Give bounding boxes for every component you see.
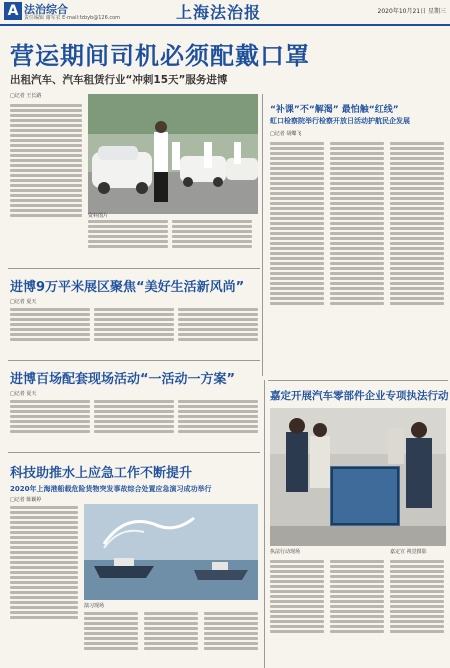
lead-byline: □记者 王长路: [10, 93, 42, 99]
side-body-col1: [270, 140, 324, 374]
story4-photo-caption: 执法行动现场: [270, 549, 301, 555]
story2-byline: □记者 夏天: [10, 299, 37, 305]
column-divider: [262, 94, 263, 376]
lead-body-col2: [88, 218, 168, 264]
lead-body-col3: [172, 218, 252, 264]
side-subheadline: 虹口检察院举行检察开放日活动护航民企发展: [270, 117, 410, 125]
story3-body-col3: [178, 398, 258, 448]
story5-body-col4: [204, 610, 258, 668]
story4-body-col3: [390, 558, 444, 666]
story4-body-col1: [270, 558, 324, 666]
lead-body-col1: [10, 102, 82, 264]
masthead: 上海法治报: [176, 3, 262, 22]
story3-body-col1: [10, 398, 90, 448]
column-divider-2: [264, 380, 265, 668]
story2-body-col3: [178, 306, 258, 356]
inspection-image: [270, 408, 446, 546]
story4-photo-credit: 嘉定宣 视觉摄影: [390, 549, 427, 555]
story5-body-col2: [84, 610, 138, 668]
story5-byline: □记者 陈颖婷: [10, 497, 42, 503]
page-letter: A: [4, 2, 22, 20]
section-editor: 责任编辑 谢军农 E-mail:fzbyb@126.com: [24, 15, 121, 21]
story5-body-col1: [10, 504, 78, 668]
lead-photo: [88, 94, 258, 214]
section-name: 法治综合: [24, 3, 68, 16]
drill-image: [84, 504, 258, 600]
story5-photo: [84, 504, 258, 600]
taxi-drivers-image: [88, 94, 258, 214]
lead-subheadline: 出租汽车、汽车租赁行业“冲刺15天”服务进博: [10, 74, 228, 86]
side-headline: “补课”不“解渴” 最怕触“红线”: [270, 105, 399, 115]
story3-body-col2: [94, 398, 174, 448]
rule-story2: [8, 268, 260, 269]
story3-headline: 进博百场配套现场活动“一活动一方案”: [10, 372, 236, 387]
page-header: [0, 0, 450, 24]
rule-story4: [268, 380, 448, 381]
side-body-col2: [330, 140, 384, 374]
story4-headline: 嘉定开展汽车零部件企业专项执法行动: [270, 390, 449, 402]
header-rule: [0, 24, 450, 26]
rule-story5: [8, 452, 260, 453]
story2-headline: 进博9万平米展区聚焦“美好生活新风尚”: [10, 280, 245, 295]
story4-photo: [270, 408, 446, 546]
lead-headline: 营运期间司机必须配戴口罩: [10, 42, 310, 70]
rule-story3: [8, 360, 260, 361]
story4-body-col2: [330, 558, 384, 666]
lead-photo-caption: 资料图片: [88, 213, 109, 219]
side-body-col3: [390, 140, 444, 374]
side-byline: □记者 胡蝶飞: [270, 131, 302, 137]
story5-subheadline: 2020年上海港船载危险货物突发事故综合处置应急演习成功举行: [10, 485, 212, 493]
story2-body-col1: [10, 306, 90, 356]
story5-headline: 科技助推水上应急工作不断提升: [10, 466, 193, 481]
story5-body-col3: [144, 610, 198, 668]
story5-photo-caption: 演习现场: [84, 603, 105, 609]
story2-body-col2: [94, 306, 174, 356]
story3-byline: □记者 夏天: [10, 391, 37, 397]
issue-date: 2020年10月21日 星期三: [377, 8, 446, 15]
